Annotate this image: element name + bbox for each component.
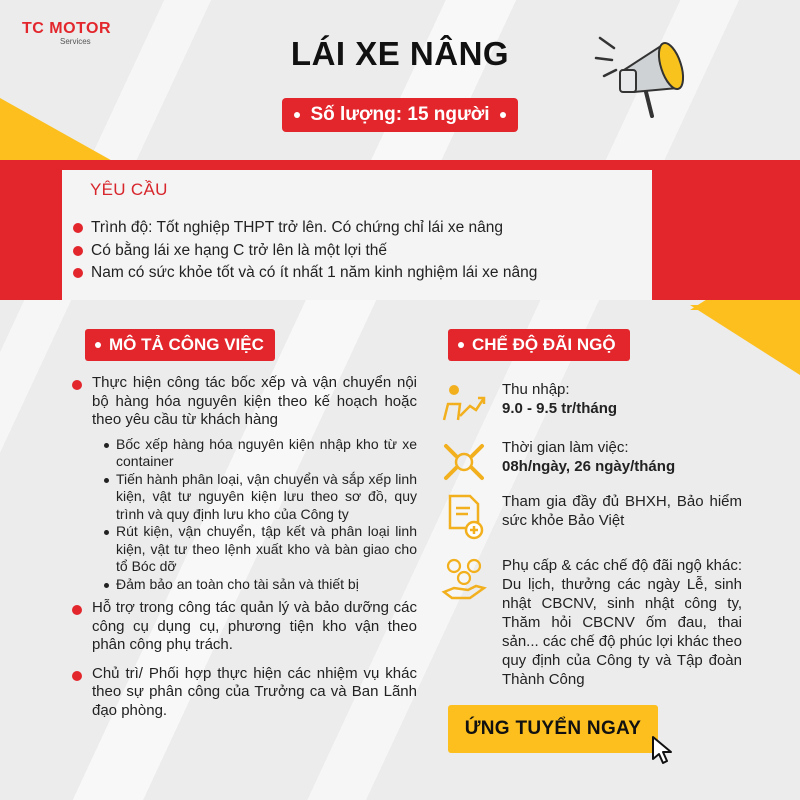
requirements-list bbox=[73, 217, 537, 285]
growth-icon bbox=[440, 380, 488, 428]
insurance-document-icon bbox=[440, 492, 488, 540]
list-item: Chủ trì/ Phối hợp thực hiện các nhiệm vụ khác theo sự phân công của Trưởng ca và Ban Lãnh đạo phòng. bbox=[72, 665, 417, 721]
dot-icon bbox=[294, 112, 300, 118]
list-item: Có bằng lái xe hạng C trở lên là một lợi thế bbox=[73, 240, 537, 263]
sub-list bbox=[102, 436, 417, 594]
bullet-icon bbox=[73, 268, 83, 278]
job-description-list bbox=[72, 374, 417, 720]
page-title: LÁI XE NÂNG bbox=[290, 35, 510, 72]
list-item: Hỗ trợ trong công tác quản lý và bảo dưỡng các công cụ dụng cụ, phương tiện kho vận theo phân công phụ trách. bbox=[72, 599, 417, 655]
bullet-icon bbox=[72, 605, 82, 615]
list-item: Nam có sức khỏe tốt và có ít nhất 1 năm kinh nghiệm lái xe nâng bbox=[73, 262, 537, 285]
bullet-icon bbox=[72, 380, 82, 390]
list-item: Thực hiện công tác bốc xếp và vận chuyển nội bộ hàng hóa nguyên kiện theo kế hoạch hoặc theo yêu cầu từ khách hàng bbox=[72, 374, 417, 430]
decor-triangle-right-bottom bbox=[690, 305, 800, 375]
sub-list-item: Rút kiện, vận chuyển, tập kết và phân loại linh kiện, vật tư theo lệnh xuất kho và bàn giao cho tổ Bóc dỡ bbox=[102, 523, 417, 576]
list-item: Trình độ: Tốt nghiệp THPT trở lên. Có chứng chỉ lái xe nâng bbox=[73, 217, 537, 240]
teamwork-icon bbox=[440, 438, 488, 486]
brand-logo: TC MOTOR bbox=[22, 20, 112, 37]
apply-now-button[interactable]: ỨNG TUYỂN NGAY bbox=[448, 705, 658, 753]
decor-triangle-left bbox=[0, 98, 125, 168]
cursor-icon bbox=[650, 735, 674, 765]
bullet-icon bbox=[73, 223, 83, 233]
money-hand-icon bbox=[440, 556, 488, 604]
dot-icon bbox=[458, 342, 464, 348]
quantity-label: Số lượng: 15 người bbox=[310, 104, 490, 125]
bullet-icon bbox=[73, 246, 83, 256]
sub-list-item: Bốc xếp hàng hóa nguyên kiện nhập kho từ xe container bbox=[102, 436, 417, 471]
bullet-icon bbox=[72, 671, 82, 681]
job-description-header: MÔ TẢ CÔNG VIỆC bbox=[85, 329, 275, 361]
dot-icon bbox=[95, 342, 101, 348]
dot-icon bbox=[500, 112, 506, 118]
benefits-header: CHẾ ĐỘ ĐÃI NGỘ bbox=[448, 329, 630, 361]
requirements-title: YÊU CẦU bbox=[90, 180, 168, 199]
megaphone-icon bbox=[590, 18, 700, 128]
brand-subtitle: Services bbox=[60, 37, 91, 46]
sub-list-item: Đảm bảo an toàn cho tài sản và thiết bị bbox=[102, 576, 417, 594]
sub-list-item: Tiến hành phân loại, vận chuyển và sắp xếp linh kiện, vật tư nguyên kiện lưu theo sơ đồ, quy trình và quy định lưu kho của Công ty bbox=[102, 471, 417, 524]
quantity-badge bbox=[282, 98, 518, 132]
